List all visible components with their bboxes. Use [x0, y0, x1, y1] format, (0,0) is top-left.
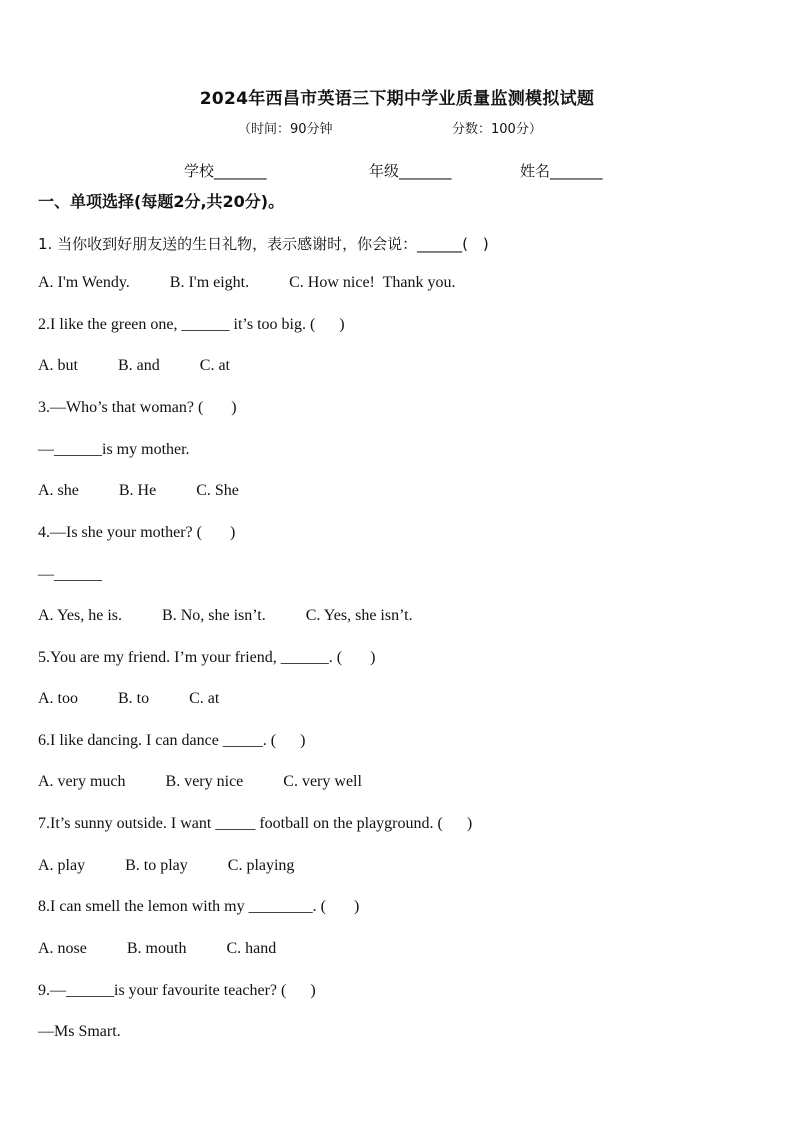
question-4-stem: 4.—Is she your mother? ( ): [38, 524, 236, 541]
question-9-reply: —Ms Smart.: [38, 1023, 121, 1040]
question-6-options: A. very much B. very nice C. very well: [38, 773, 362, 790]
question-8-stem: 8.I can smell the lemon with my ________. ( ): [38, 898, 360, 915]
question-7-options: A. play B. to play C. playing: [38, 857, 295, 874]
question-2-options: A. but B. and C. at: [38, 357, 230, 374]
name-field[interactable]: 姓名_______: [520, 162, 603, 180]
question-3-stem: 3.—Who’s that woman? ( ): [38, 399, 237, 416]
question-2-stem: 2.I like the green one, ______ it’s too big. ( ): [38, 316, 345, 333]
question-4-options: A. Yes, he is. B. No, she isn’t. C. Yes, she isn’t.: [38, 607, 413, 624]
question-6-stem: 6.I like dancing. I can dance _____. ( ): [38, 732, 306, 749]
question-8-options: A. nose B. mouth C. hand: [38, 940, 277, 957]
school-field[interactable]: 学校_______: [184, 162, 267, 180]
question-3-options: A. she B. He C. She: [38, 482, 239, 499]
question-1-options: A. I'm Wendy. B. I'm eight. C. How nice! Thank you.: [38, 274, 456, 291]
question-9-stem: 9.—______is your favourite teacher? ( ): [38, 982, 316, 999]
question-1-stem: 1. 当你收到好朋友送的生日礼物，表示感谢时，你会说：______( ): [38, 235, 489, 253]
exam-time: （时间：90分钟: [238, 122, 333, 137]
question-4-reply: —______: [38, 566, 102, 583]
question-5-options: A. too B. to C. at: [38, 690, 220, 707]
section-title: 一、单项选择(每题2分,共20分)。: [38, 192, 285, 211]
exam-title: 2024年西昌市英语三下期中学业质量监测模拟试题: [199, 89, 595, 109]
question-3-reply: —______is my mother.: [38, 441, 190, 458]
question-7-stem: 7.It’s sunny outside. I want _____ football on the playground. ( ): [38, 815, 473, 832]
grade-field[interactable]: 年级_______: [369, 162, 452, 180]
question-5-stem: 5.You are my friend. I’m your friend, ______. ( ): [38, 649, 376, 666]
exam-score: 分数：100分）: [452, 122, 542, 137]
